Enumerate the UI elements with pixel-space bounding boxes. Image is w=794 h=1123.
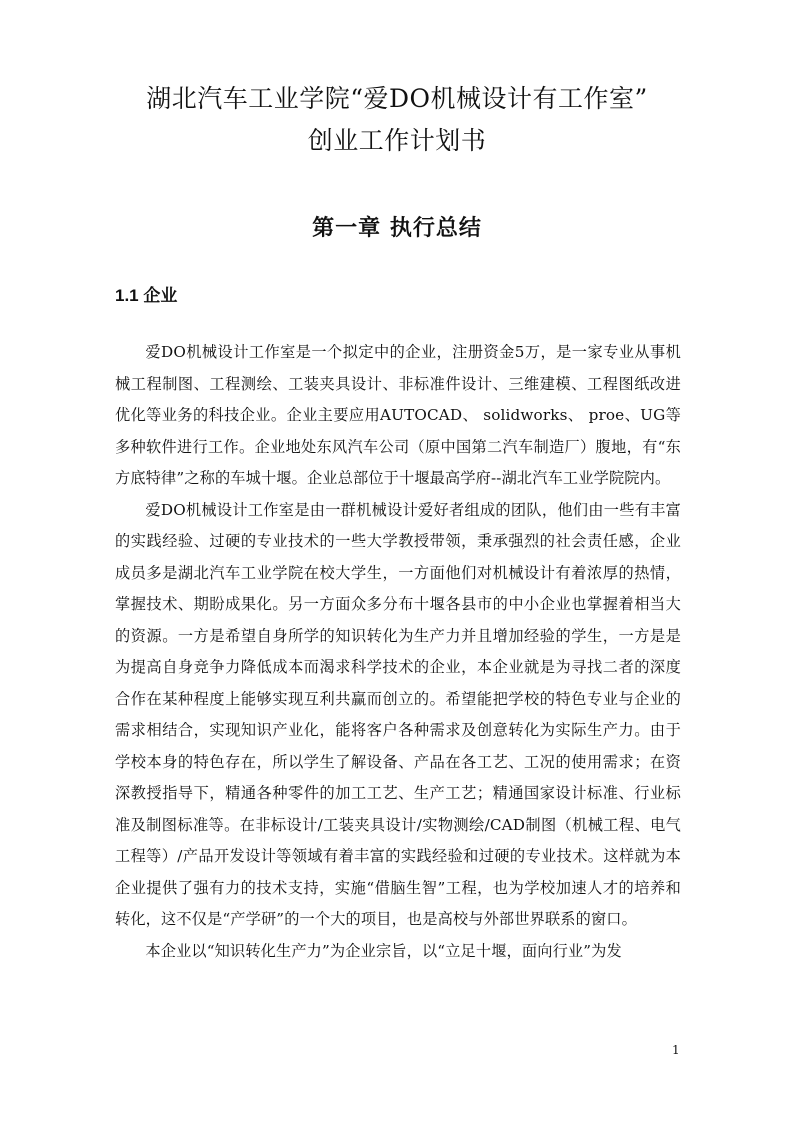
body-text xyxy=(115,337,681,967)
paragraph: 爱DO机械设计工作室是由一群机械设计爱好者组成的团队，他们由一些有丰富的实践经验、过硬的专业技术的一些大学教授带领，秉承强烈的社会责任感，企业成员多是湖北汽车工业学院在校大学生，一方面他们对机械设计有着浓厚的热情，掌握技术、期盼成果化。另一方面众多分布十堰各县市的中小企业也掌握着相当大的资源。一方是希望自身所学的知识转化为生产力并且增加经验的学生，一方是是为提高自身竞争力降低成本而渴求科学技术的企业，本企业就是为寻找二者的深度合作在某种程度上能够实现互利共赢而创立的。希望能把学校的特色专业与企业的需求相结合，实现知识产业化，能将客户各种需求及创意转化为实际生产力。由于学校本身的特色存在，所以学生了解设备、产品在各工艺、工况的使用需求；在资深教授指导下，精通各种零件的加工工艺、生产工艺；精通国家设计标准、行业标准及制图标准等。在非标设计/工装夹具设计/实物测绘/CAD制图（机械工程、电气工程等）/产品开发设计等领域有着丰富的实践经验和过硬的专业技术。这样就为本企业提供了强有力的技术支持，实施“借脑生智”工程，也为学校加速人才的培养和转化，这不仅是“产学研”的一个大的项目，也是高校与外部世界联系的窗口。 xyxy=(115,500,681,928)
chapter-title: 第一章 执行总结 xyxy=(312,215,482,241)
document-title xyxy=(0,78,794,162)
paragraph: 爱DO机械设计工作室是一个拟定中的企业，注册资金5万，是一家专业从事机械工程制图、工程测绘、工装夹具设计、非标准件设计、三维建模、工程图纸改进优化等业务的科技企业。企业主要应用AUTOCAD、 solidworks、 proe、UG等多种软件进行工作。企业地处东风汽车公司（原中国第二汽车制造厂）腹地，有“东方底特律”之称的车城十堰。企业总部位于十堰最高学府--湖北汽车工业学院院内。 xyxy=(115,343,681,487)
section-heading: 1.1 企业 xyxy=(115,286,178,305)
page-number: 1 xyxy=(672,1043,680,1057)
document-title-line-2: 创业工作计划书 xyxy=(307,126,487,155)
paragraph: 本企业以“知识转化生产力”为企业宗旨，以“立足十堰，面向行业”为发 xyxy=(145,941,622,960)
document-title-line-1: 湖北汽车工业学院“爱DO机械设计有工作室” xyxy=(146,84,648,113)
